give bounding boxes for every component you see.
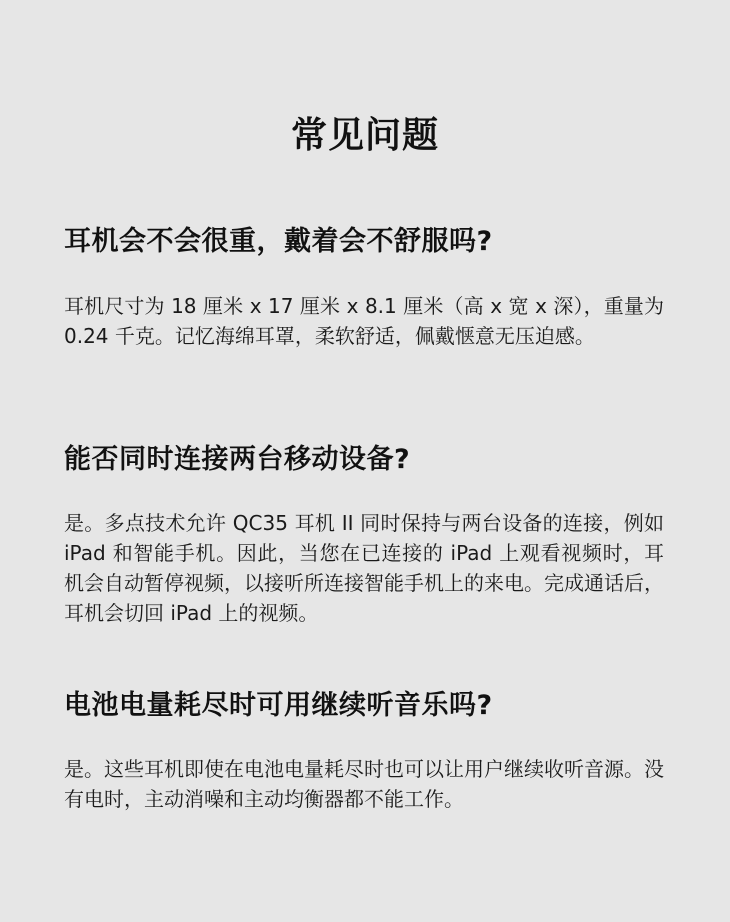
faq-question: 能否同时连接两台移动设备? [64, 444, 411, 475]
faq-question: 电池电量耗尽时可用继续听音乐吗? [64, 690, 493, 721]
faq-item-battery-depleted [64, 686, 664, 814]
faq-question: 耳机会不会很重，戴着会不舒服吗? [64, 226, 493, 257]
faq-answer: 是。这些耳机即使在电池电量耗尽时也可以让用户继续收听音源。没有电时，主动消噪和主动均衡器都不能工作。 [64, 757, 664, 811]
faq-answer: 耳机尺寸为 18 厘米 x 17 厘米 x 8.1 厘米（高 x 宽 x 深），重量为 0.24 千克。记忆海绵耳罩，柔软舒适，佩戴惬意无压迫感。 [64, 294, 664, 348]
faq-item-headphone-weight [64, 222, 664, 351]
faq-answer: 是。多点技术允许 QC35 耳机 II 同时保持与两台设备的连接，例如 iPad 和智能手机。因此，当您在已连接的 iPad 上观看视频时，耳机会自动暂停视频，以接听所连接智能手机上的来电。完成通话后，耳机会切回 iPad 上的视频。 [64, 511, 664, 625]
faq-item-multipoint-connection [64, 440, 664, 628]
page-title: 常见问题 [290, 115, 439, 156]
